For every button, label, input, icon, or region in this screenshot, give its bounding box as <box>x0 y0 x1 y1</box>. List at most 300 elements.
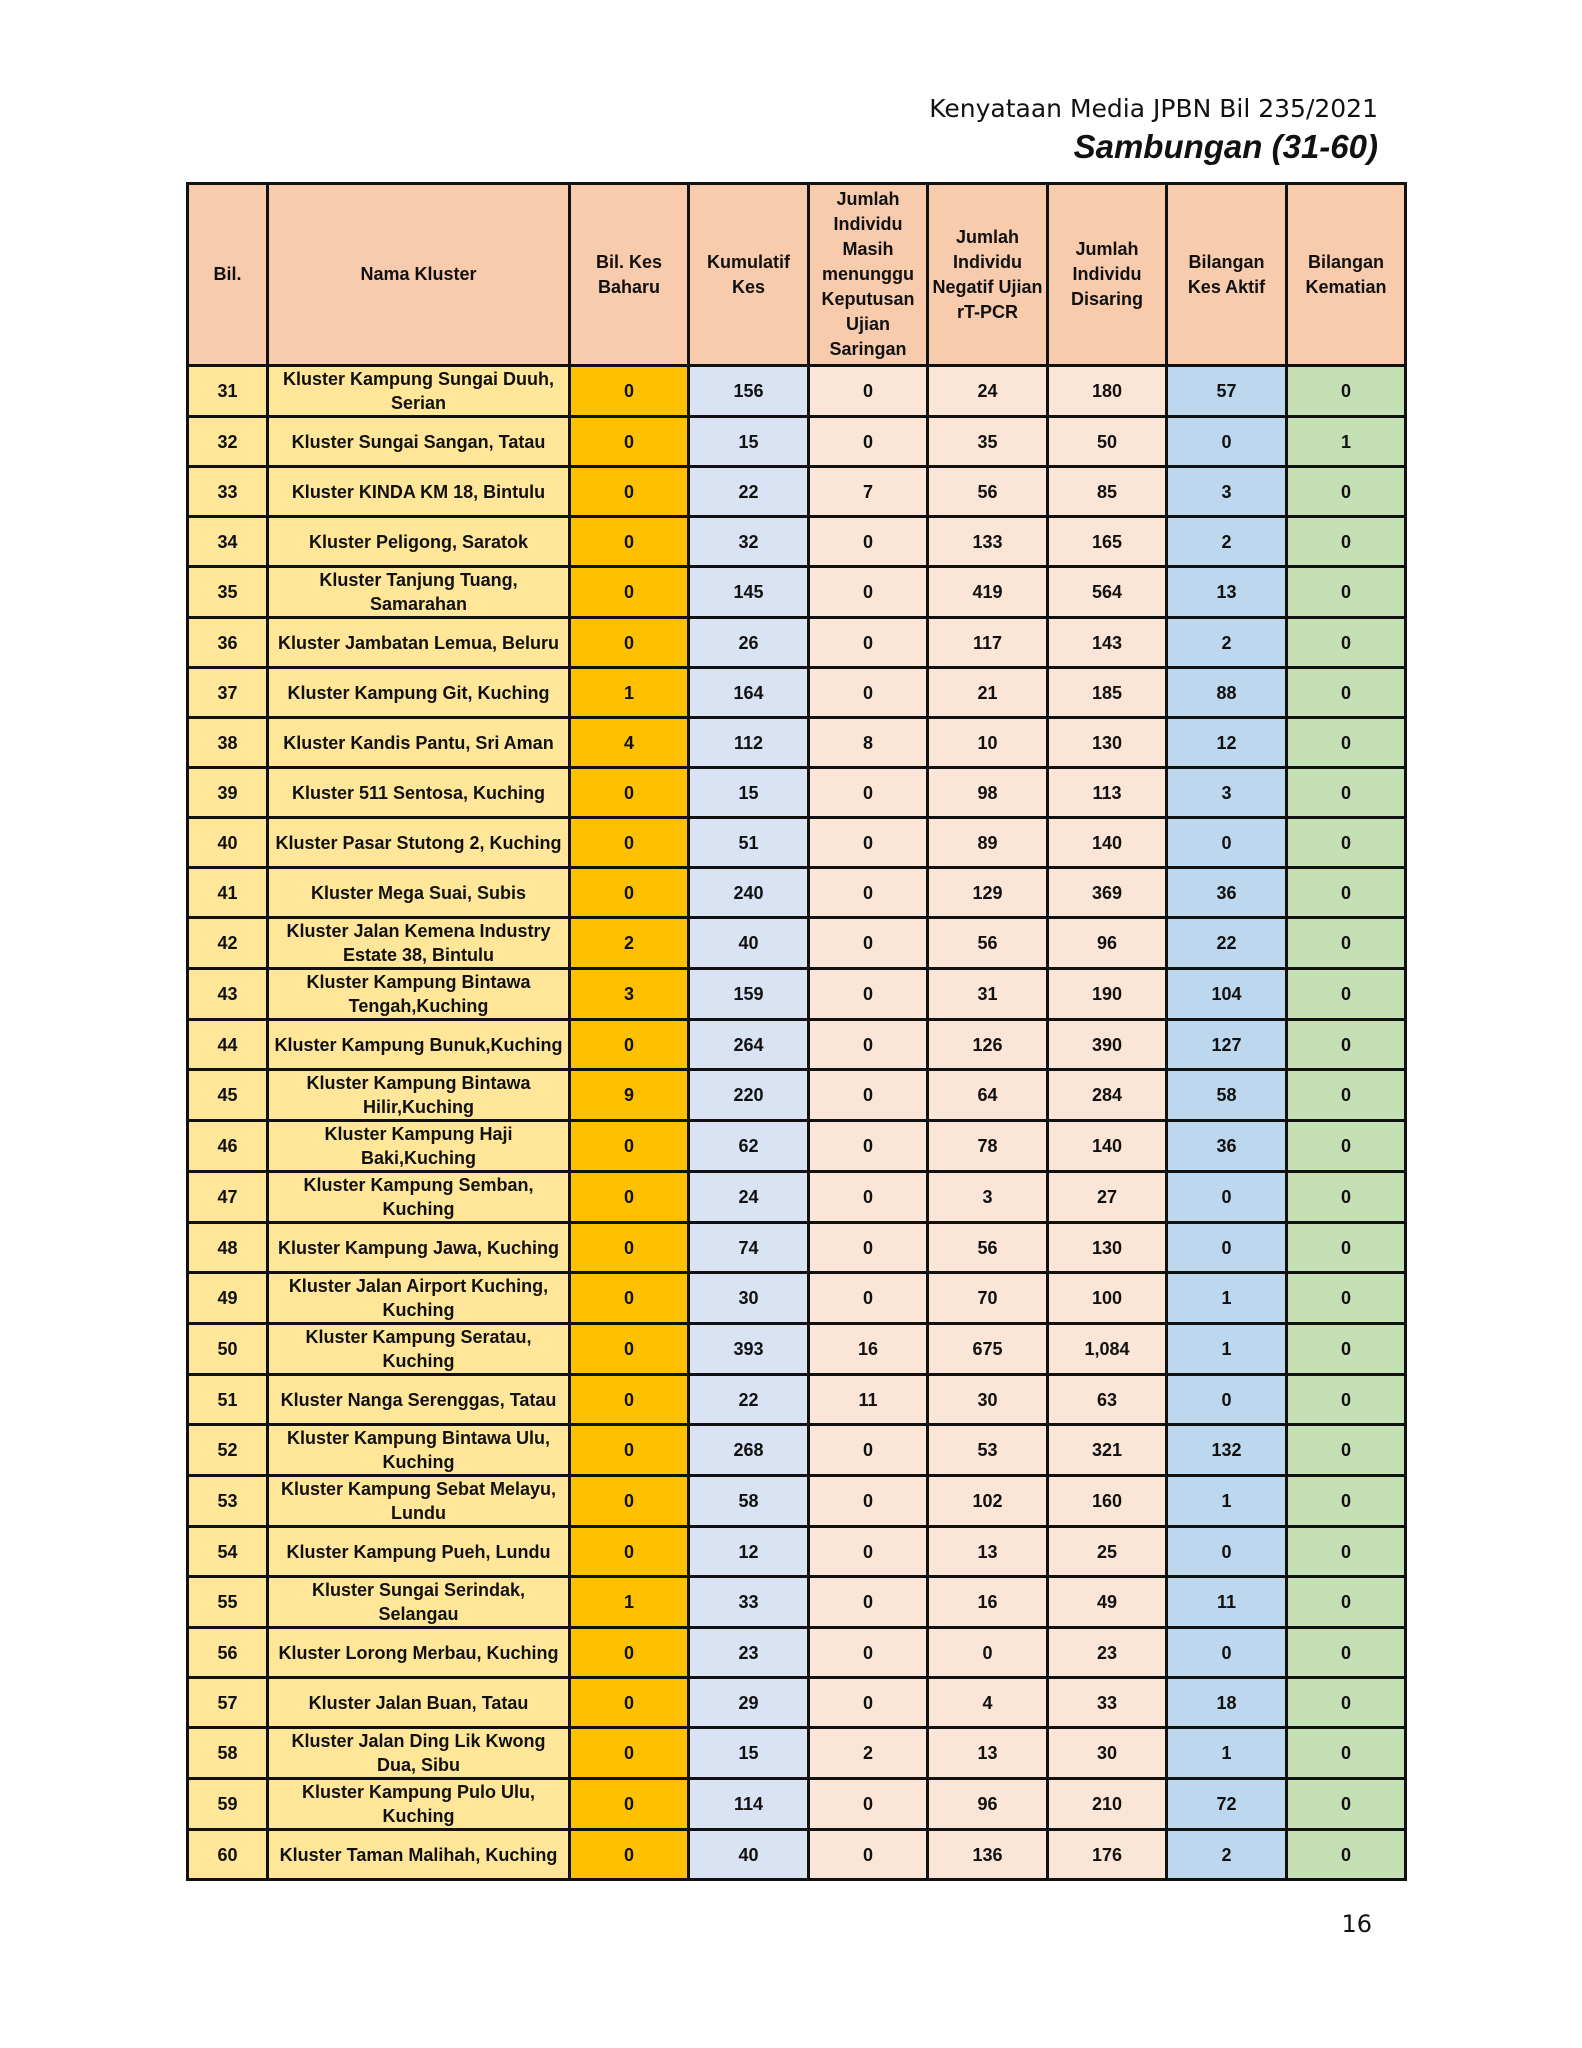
cell-kes-baharu: 0 <box>570 1375 689 1425</box>
cell-masih-menunggu: 2 <box>809 1728 928 1779</box>
cell-kes-aktif: 2 <box>1167 1830 1287 1880</box>
cell-nama-kluster: Kluster Sungai Sangan, Tatau <box>268 417 570 467</box>
cell-kumulatif-kes: 112 <box>689 718 809 768</box>
cell-kematian: 0 <box>1287 1628 1406 1678</box>
page-number: 16 <box>1341 1910 1372 1938</box>
cell-disaring: 50 <box>1048 417 1167 467</box>
cell-kumulatif-kes: 29 <box>689 1678 809 1728</box>
table-row <box>188 768 1406 818</box>
cell-negatif: 64 <box>928 1070 1048 1121</box>
col-header-kes-baharu: Bil. Kes Baharu <box>570 184 689 366</box>
col-header-kes-aktif: Bilangan Kes Aktif <box>1167 184 1287 366</box>
cell-masih-menunggu: 0 <box>809 517 928 567</box>
table-row <box>188 1324 1406 1375</box>
cell-negatif: 89 <box>928 818 1048 868</box>
cell-nama-kluster: Kluster Jambatan Lemua, Beluru <box>268 618 570 668</box>
cell-masih-menunggu: 0 <box>809 1779 928 1830</box>
col-header-kumulatif-kes: Kumulatif Kes <box>689 184 809 366</box>
cell-kes-aktif: 57 <box>1167 366 1287 417</box>
cell-disaring: 143 <box>1048 618 1167 668</box>
cell-kumulatif-kes: 26 <box>689 618 809 668</box>
cell-disaring: 130 <box>1048 718 1167 768</box>
cell-kematian: 0 <box>1287 1425 1406 1476</box>
cell-disaring: 130 <box>1048 1223 1167 1273</box>
col-header-kematian: Bilangan Kematian <box>1287 184 1406 366</box>
cell-kumulatif-kes: 145 <box>689 567 809 618</box>
cell-kematian: 0 <box>1287 618 1406 668</box>
cell-kes-baharu: 2 <box>570 918 689 969</box>
table-row <box>188 1830 1406 1880</box>
cell-nama-kluster: Kluster Pasar Stutong 2, Kuching <box>268 818 570 868</box>
cell-bil: 48 <box>188 1223 268 1273</box>
cell-kumulatif-kes: 164 <box>689 668 809 718</box>
cell-kes-baharu: 0 <box>570 567 689 618</box>
cell-kematian: 0 <box>1287 1678 1406 1728</box>
cell-negatif: 133 <box>928 517 1048 567</box>
cell-negatif: 56 <box>928 467 1048 517</box>
cell-disaring: 210 <box>1048 1779 1167 1830</box>
col-header-bil: Bil. <box>188 184 268 366</box>
cell-kumulatif-kes: 159 <box>689 969 809 1020</box>
cell-negatif: 70 <box>928 1273 1048 1324</box>
cell-masih-menunggu: 0 <box>809 618 928 668</box>
cell-nama-kluster: Kluster Jalan Ding Lik Kwong Dua, Sibu <box>268 1728 570 1779</box>
cell-bil: 41 <box>188 868 268 918</box>
cell-nama-kluster: Kluster Kampung Pulo Ulu, Kuching <box>268 1779 570 1830</box>
cell-nama-kluster: Kluster Kampung Bintawa Tengah,Kuching <box>268 969 570 1020</box>
cell-disaring: 390 <box>1048 1020 1167 1070</box>
cell-negatif: 13 <box>928 1527 1048 1577</box>
cell-masih-menunggu: 0 <box>809 366 928 417</box>
cell-kes-baharu: 9 <box>570 1070 689 1121</box>
cell-kematian: 0 <box>1287 1020 1406 1070</box>
table-row <box>188 366 1406 417</box>
cell-nama-kluster: Kluster Kampung Bintawa Ulu, Kuching <box>268 1425 570 1476</box>
cell-bil: 55 <box>188 1577 268 1628</box>
cell-kumulatif-kes: 114 <box>689 1779 809 1830</box>
cell-masih-menunggu: 0 <box>809 567 928 618</box>
cell-nama-kluster: Kluster Sungai Serindak, Selangau <box>268 1577 570 1628</box>
cell-bil: 34 <box>188 517 268 567</box>
cell-negatif: 96 <box>928 1779 1048 1830</box>
cell-kes-baharu: 0 <box>570 1020 689 1070</box>
cell-masih-menunggu: 16 <box>809 1324 928 1375</box>
col-header-nama-kluster: Nama Kluster <box>268 184 570 366</box>
cell-nama-kluster: Kluster Mega Suai, Subis <box>268 868 570 918</box>
cell-kumulatif-kes: 156 <box>689 366 809 417</box>
cell-kematian: 0 <box>1287 1121 1406 1172</box>
cell-nama-kluster: Kluster Kampung Haji Baki,Kuching <box>268 1121 570 1172</box>
cell-kumulatif-kes: 62 <box>689 1121 809 1172</box>
cluster-table <box>186 182 1407 1881</box>
cell-kematian: 0 <box>1287 668 1406 718</box>
table-row <box>188 1020 1406 1070</box>
cell-bil: 45 <box>188 1070 268 1121</box>
table-row <box>188 1425 1406 1476</box>
cell-kumulatif-kes: 15 <box>689 1728 809 1779</box>
cell-kes-aktif: 127 <box>1167 1020 1287 1070</box>
table-row <box>188 818 1406 868</box>
cell-negatif: 419 <box>928 567 1048 618</box>
table-row <box>188 1527 1406 1577</box>
cell-negatif: 78 <box>928 1121 1048 1172</box>
cell-kumulatif-kes: 74 <box>689 1223 809 1273</box>
cell-kes-aktif: 2 <box>1167 618 1287 668</box>
cell-bil: 59 <box>188 1779 268 1830</box>
cell-kes-aktif: 0 <box>1167 417 1287 467</box>
cell-bil: 36 <box>188 618 268 668</box>
cell-kes-aktif: 104 <box>1167 969 1287 1020</box>
cell-kes-aktif: 13 <box>1167 567 1287 618</box>
cell-disaring: 564 <box>1048 567 1167 618</box>
cell-kes-aktif: 0 <box>1167 1223 1287 1273</box>
cell-kumulatif-kes: 51 <box>689 818 809 868</box>
cell-disaring: 63 <box>1048 1375 1167 1425</box>
cell-kematian: 0 <box>1287 467 1406 517</box>
cell-disaring: 165 <box>1048 517 1167 567</box>
cell-bil: 44 <box>188 1020 268 1070</box>
cell-bil: 60 <box>188 1830 268 1880</box>
table-row <box>188 618 1406 668</box>
media-statement-title: Kenyataan Media JPBN Bil 235/2021 <box>929 94 1378 123</box>
cell-kes-baharu: 0 <box>570 1527 689 1577</box>
cell-bil: 39 <box>188 768 268 818</box>
cell-kes-baharu: 0 <box>570 1273 689 1324</box>
cell-kes-baharu: 0 <box>570 1628 689 1678</box>
cell-negatif: 56 <box>928 1223 1048 1273</box>
cell-bil: 58 <box>188 1728 268 1779</box>
cell-nama-kluster: Kluster Tanjung Tuang, Samarahan <box>268 567 570 618</box>
cell-kematian: 0 <box>1287 1223 1406 1273</box>
cell-bil: 51 <box>188 1375 268 1425</box>
cell-kes-baharu: 0 <box>570 1779 689 1830</box>
cell-bil: 31 <box>188 366 268 417</box>
cell-bil: 32 <box>188 417 268 467</box>
cell-bil: 43 <box>188 969 268 1020</box>
cell-kumulatif-kes: 33 <box>689 1577 809 1628</box>
cell-nama-kluster: Kluster Kampung Pueh, Lundu <box>268 1527 570 1577</box>
cell-negatif: 24 <box>928 366 1048 417</box>
cell-negatif: 56 <box>928 918 1048 969</box>
cell-kematian: 0 <box>1287 1779 1406 1830</box>
cell-nama-kluster: Kluster Peligong, Saratok <box>268 517 570 567</box>
cell-kumulatif-kes: 23 <box>689 1628 809 1678</box>
cell-disaring: 27 <box>1048 1172 1167 1223</box>
cell-kumulatif-kes: 32 <box>689 517 809 567</box>
cell-kematian: 0 <box>1287 768 1406 818</box>
cell-nama-kluster: Kluster Kandis Pantu, Sri Aman <box>268 718 570 768</box>
cell-nama-kluster: Kluster Kampung Git, Kuching <box>268 668 570 718</box>
cell-kumulatif-kes: 393 <box>689 1324 809 1375</box>
cell-disaring: 160 <box>1048 1476 1167 1527</box>
cell-nama-kluster: Kluster 511 Sentosa, Kuching <box>268 768 570 818</box>
cell-kumulatif-kes: 22 <box>689 1375 809 1425</box>
cell-kes-baharu: 0 <box>570 517 689 567</box>
cell-masih-menunggu: 7 <box>809 467 928 517</box>
cell-masih-menunggu: 0 <box>809 1121 928 1172</box>
cell-masih-menunggu: 8 <box>809 718 928 768</box>
cell-masih-menunggu: 0 <box>809 1577 928 1628</box>
cell-kes-baharu: 0 <box>570 868 689 918</box>
cell-negatif: 98 <box>928 768 1048 818</box>
cell-nama-kluster: Kluster Jalan Buan, Tatau <box>268 1678 570 1728</box>
cell-kes-aktif: 72 <box>1167 1779 1287 1830</box>
table-row <box>188 417 1406 467</box>
cell-disaring: 284 <box>1048 1070 1167 1121</box>
cell-disaring: 140 <box>1048 1121 1167 1172</box>
cell-nama-kluster: Kluster Nanga Serenggas, Tatau <box>268 1375 570 1425</box>
cell-kematian: 0 <box>1287 1728 1406 1779</box>
table-row <box>188 718 1406 768</box>
cell-kes-aktif: 11 <box>1167 1577 1287 1628</box>
cell-negatif: 31 <box>928 969 1048 1020</box>
cell-kes-aktif: 88 <box>1167 668 1287 718</box>
cell-kematian: 0 <box>1287 818 1406 868</box>
cell-bil: 40 <box>188 818 268 868</box>
cell-masih-menunggu: 0 <box>809 1172 928 1223</box>
cell-kes-aktif: 36 <box>1167 1121 1287 1172</box>
table-row <box>188 1628 1406 1678</box>
table-row <box>188 1476 1406 1527</box>
cell-kes-baharu: 0 <box>570 1425 689 1476</box>
cell-disaring: 33 <box>1048 1678 1167 1728</box>
cell-kes-aktif: 36 <box>1167 868 1287 918</box>
table-row <box>188 1375 1406 1425</box>
cell-kumulatif-kes: 12 <box>689 1527 809 1577</box>
cell-kumulatif-kes: 30 <box>689 1273 809 1324</box>
table-body <box>188 366 1406 1880</box>
cell-nama-kluster: Kluster Kampung Jawa, Kuching <box>268 1223 570 1273</box>
cell-negatif: 30 <box>928 1375 1048 1425</box>
cell-disaring: 140 <box>1048 818 1167 868</box>
cell-kes-aktif: 0 <box>1167 818 1287 868</box>
cell-kes-baharu: 1 <box>570 668 689 718</box>
cell-kematian: 1 <box>1287 417 1406 467</box>
cell-kes-baharu: 0 <box>570 1476 689 1527</box>
cell-masih-menunggu: 0 <box>809 818 928 868</box>
cell-kematian: 0 <box>1287 1375 1406 1425</box>
cell-nama-kluster: Kluster Kampung Sungai Duuh, Serian <box>268 366 570 417</box>
cell-kes-aktif: 3 <box>1167 768 1287 818</box>
cell-kes-baharu: 0 <box>570 768 689 818</box>
cell-kes-aktif: 12 <box>1167 718 1287 768</box>
cell-kes-baharu: 0 <box>570 417 689 467</box>
cell-nama-kluster: Kluster Lorong Merbau, Kuching <box>268 1628 570 1678</box>
cell-bil: 54 <box>188 1527 268 1577</box>
cell-kematian: 0 <box>1287 1476 1406 1527</box>
table-row <box>188 1273 1406 1324</box>
cell-nama-kluster: Kluster Kampung Bintawa Hilir,Kuching <box>268 1070 570 1121</box>
cell-masih-menunggu: 0 <box>809 417 928 467</box>
cell-bil: 57 <box>188 1678 268 1728</box>
cell-masih-menunggu: 0 <box>809 1425 928 1476</box>
cell-bil: 35 <box>188 567 268 618</box>
cell-masih-menunggu: 0 <box>809 868 928 918</box>
cell-kumulatif-kes: 264 <box>689 1020 809 1070</box>
table-row <box>188 1779 1406 1830</box>
cell-nama-kluster: Kluster Kampung Sebat Melayu, Lundu <box>268 1476 570 1527</box>
cell-kes-aktif: 0 <box>1167 1628 1287 1678</box>
cell-kematian: 0 <box>1287 567 1406 618</box>
cell-kumulatif-kes: 268 <box>689 1425 809 1476</box>
cell-masih-menunggu: 0 <box>809 918 928 969</box>
cell-kes-aktif: 132 <box>1167 1425 1287 1476</box>
cell-disaring: 113 <box>1048 768 1167 818</box>
cell-kematian: 0 <box>1287 1172 1406 1223</box>
table-row <box>188 567 1406 618</box>
cell-bil: 47 <box>188 1172 268 1223</box>
table-row <box>188 1223 1406 1273</box>
cell-kes-baharu: 0 <box>570 818 689 868</box>
cell-bil: 53 <box>188 1476 268 1527</box>
cell-kes-baharu: 0 <box>570 1223 689 1273</box>
table-header-row <box>188 184 1406 366</box>
cell-masih-menunggu: 0 <box>809 1678 928 1728</box>
cell-kes-aktif: 0 <box>1167 1172 1287 1223</box>
cell-bil: 52 <box>188 1425 268 1476</box>
cell-kes-aktif: 1 <box>1167 1273 1287 1324</box>
cell-negatif: 10 <box>928 718 1048 768</box>
cell-disaring: 100 <box>1048 1273 1167 1324</box>
cell-masih-menunggu: 0 <box>809 1223 928 1273</box>
cell-disaring: 25 <box>1048 1527 1167 1577</box>
cell-disaring: 176 <box>1048 1830 1167 1880</box>
cell-disaring: 85 <box>1048 467 1167 517</box>
cell-negatif: 3 <box>928 1172 1048 1223</box>
cell-kes-baharu: 0 <box>570 467 689 517</box>
cell-masih-menunggu: 0 <box>809 1273 928 1324</box>
cell-kumulatif-kes: 22 <box>689 467 809 517</box>
cell-kematian: 0 <box>1287 1273 1406 1324</box>
cell-disaring: 180 <box>1048 366 1167 417</box>
cell-kematian: 0 <box>1287 1577 1406 1628</box>
cell-nama-kluster: Kluster Jalan Kemena Industry Estate 38, Bintulu <box>268 918 570 969</box>
cell-disaring: 96 <box>1048 918 1167 969</box>
cell-kes-baharu: 3 <box>570 969 689 1020</box>
cell-negatif: 102 <box>928 1476 1048 1527</box>
cell-disaring: 23 <box>1048 1628 1167 1678</box>
cell-kes-aktif: 3 <box>1167 467 1287 517</box>
cell-kes-baharu: 0 <box>570 1121 689 1172</box>
cell-kes-aktif: 0 <box>1167 1375 1287 1425</box>
cell-kumulatif-kes: 240 <box>689 868 809 918</box>
table-row <box>188 668 1406 718</box>
cell-disaring: 185 <box>1048 668 1167 718</box>
cell-kematian: 0 <box>1287 1070 1406 1121</box>
cell-bil: 33 <box>188 467 268 517</box>
cell-kes-baharu: 0 <box>570 1172 689 1223</box>
cell-kes-baharu: 0 <box>570 1324 689 1375</box>
cell-disaring: 49 <box>1048 1577 1167 1628</box>
cell-bil: 56 <box>188 1628 268 1678</box>
table-row <box>188 517 1406 567</box>
table-row <box>188 467 1406 517</box>
cell-bil: 37 <box>188 668 268 718</box>
cell-nama-kluster: Kluster Jalan Airport Kuching, Kuching <box>268 1273 570 1324</box>
cell-kes-baharu: 0 <box>570 1678 689 1728</box>
cell-kumulatif-kes: 40 <box>689 1830 809 1880</box>
cell-kumulatif-kes: 58 <box>689 1476 809 1527</box>
cell-negatif: 4 <box>928 1678 1048 1728</box>
continuation-subtitle: Sambungan (31-60) <box>1073 128 1378 165</box>
cell-negatif: 117 <box>928 618 1048 668</box>
cell-masih-menunggu: 0 <box>809 1628 928 1678</box>
cell-masih-menunggu: 0 <box>809 1476 928 1527</box>
cell-disaring: 321 <box>1048 1425 1167 1476</box>
cell-kumulatif-kes: 15 <box>689 417 809 467</box>
cell-kumulatif-kes: 24 <box>689 1172 809 1223</box>
cell-masih-menunggu: 0 <box>809 1830 928 1880</box>
cell-kes-aktif: 1 <box>1167 1728 1287 1779</box>
cell-bil: 49 <box>188 1273 268 1324</box>
cell-negatif: 16 <box>928 1577 1048 1628</box>
cell-bil: 50 <box>188 1324 268 1375</box>
cell-masih-menunggu: 11 <box>809 1375 928 1425</box>
cell-kumulatif-kes: 220 <box>689 1070 809 1121</box>
col-header-disaring: Jumlah Individu Disaring <box>1048 184 1167 366</box>
cell-kes-baharu: 0 <box>570 1830 689 1880</box>
table-row <box>188 1121 1406 1172</box>
cell-negatif: 13 <box>928 1728 1048 1779</box>
cell-masih-menunggu: 0 <box>809 1070 928 1121</box>
cell-bil: 38 <box>188 718 268 768</box>
cell-kematian: 0 <box>1287 868 1406 918</box>
cell-disaring: 30 <box>1048 1728 1167 1779</box>
cell-kes-baharu: 1 <box>570 1577 689 1628</box>
cell-masih-menunggu: 0 <box>809 1527 928 1577</box>
cell-negatif: 129 <box>928 868 1048 918</box>
cell-kes-aktif: 1 <box>1167 1476 1287 1527</box>
cell-nama-kluster: Kluster Kampung Seratau, Kuching <box>268 1324 570 1375</box>
cell-nama-kluster: Kluster Taman Malihah, Kuching <box>268 1830 570 1880</box>
cell-nama-kluster: Kluster Kampung Bunuk,Kuching <box>268 1020 570 1070</box>
cell-negatif: 21 <box>928 668 1048 718</box>
table-row <box>188 1577 1406 1628</box>
table-row <box>188 1728 1406 1779</box>
cell-kes-baharu: 0 <box>570 618 689 668</box>
cell-bil: 46 <box>188 1121 268 1172</box>
cell-masih-menunggu: 0 <box>809 768 928 818</box>
cell-kematian: 0 <box>1287 918 1406 969</box>
cell-kes-aktif: 0 <box>1167 1527 1287 1577</box>
cell-kes-baharu: 4 <box>570 718 689 768</box>
cell-kes-aktif: 1 <box>1167 1324 1287 1375</box>
cell-kumulatif-kes: 40 <box>689 918 809 969</box>
cell-negatif: 53 <box>928 1425 1048 1476</box>
cell-kes-baharu: 0 <box>570 366 689 417</box>
cell-kes-aktif: 18 <box>1167 1678 1287 1728</box>
cell-kematian: 0 <box>1287 1324 1406 1375</box>
cell-kematian: 0 <box>1287 517 1406 567</box>
cell-kes-aktif: 22 <box>1167 918 1287 969</box>
table-row <box>188 1172 1406 1223</box>
cell-masih-menunggu: 0 <box>809 1020 928 1070</box>
cell-kematian: 0 <box>1287 1527 1406 1577</box>
table-row <box>188 1070 1406 1121</box>
cell-negatif: 126 <box>928 1020 1048 1070</box>
col-header-negatif: Jumlah Individu Negatif Ujian rT-PCR <box>928 184 1048 366</box>
cell-kematian: 0 <box>1287 1830 1406 1880</box>
cell-negatif: 675 <box>928 1324 1048 1375</box>
cell-kematian: 0 <box>1287 969 1406 1020</box>
cell-disaring: 369 <box>1048 868 1167 918</box>
cell-nama-kluster: Kluster Kampung Semban, Kuching <box>268 1172 570 1223</box>
table-row <box>188 1678 1406 1728</box>
cell-kes-baharu: 0 <box>570 1728 689 1779</box>
cell-kumulatif-kes: 15 <box>689 768 809 818</box>
table-row <box>188 868 1406 918</box>
cell-bil: 42 <box>188 918 268 969</box>
